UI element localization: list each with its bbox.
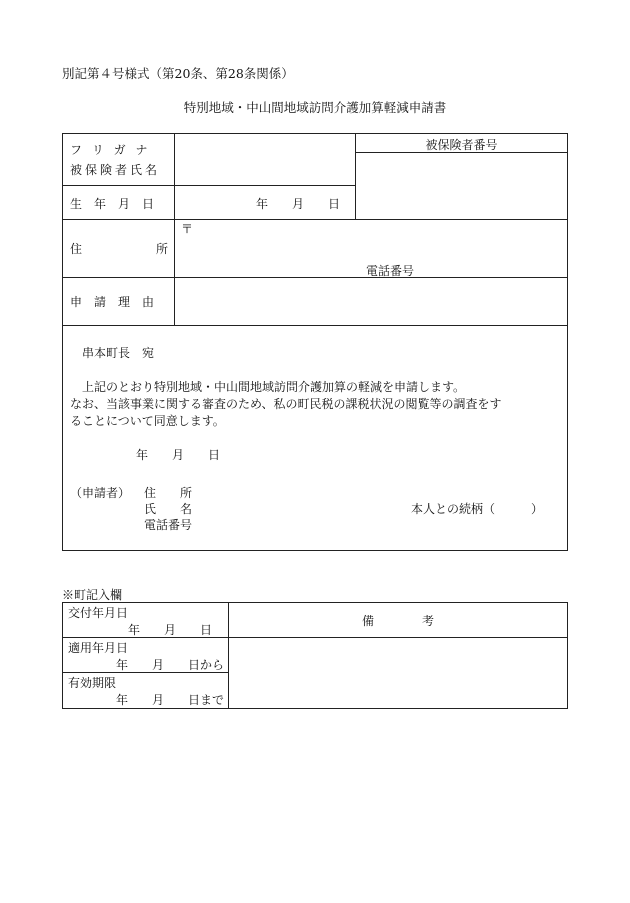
apply-date-label: 適用年月日 xyxy=(68,641,129,655)
form-title: 特別地域・中山間地域訪問介護加算軽減申請書 xyxy=(183,100,447,115)
address-label-2: 所 xyxy=(156,242,169,256)
birth-date-format: 年 月 日 xyxy=(256,197,341,211)
reason-label: 申 請 理 由 xyxy=(70,295,155,309)
statement-line-2: なお、当該事業に関する審査のため、私の町民税の課税状況の閲覧等の調査をす xyxy=(70,397,502,411)
office-use-heading: ※町記入欄 xyxy=(62,588,123,602)
relationship-label: 本人との続柄（ ） xyxy=(411,502,544,516)
applicant-prefix: （申請者） xyxy=(70,486,131,500)
applicant-address-label: 住 所 xyxy=(144,486,193,500)
applicant-phone-label: 電話番号 xyxy=(144,518,193,532)
addressee: 串本町長 宛 xyxy=(82,346,155,360)
applicant-name-label: 氏 名 xyxy=(144,502,193,516)
postal-mark: 〒 xyxy=(181,222,194,236)
birth-label: 生 年 月 日 xyxy=(70,197,155,211)
statement-line-1: 上記のとおり特別地域・中山間地域訪問介護加算の軽減を申請します。 xyxy=(82,380,466,394)
phone-label: 電話番号 xyxy=(366,264,415,278)
statement-date-format: 年 月 日 xyxy=(136,448,221,462)
statement-line-3: ることについて同意します。 xyxy=(70,414,225,428)
address-label-1: 住 xyxy=(70,242,83,256)
issue-date-label: 交付年月日 xyxy=(68,606,129,620)
issue-date-format: 年 月 日 xyxy=(128,623,213,637)
remarks-label: 備 考 xyxy=(361,614,434,628)
expiry-label: 有効期限 xyxy=(68,676,117,690)
insured-number-label: 被保険者番号 xyxy=(425,138,498,152)
name-label: 被保険者氏名 xyxy=(70,163,161,177)
furigana-label: フ リ ガ ナ xyxy=(70,143,151,157)
expiry-format: 年 月 日まで xyxy=(116,693,225,707)
apply-date-format: 年 月 日から xyxy=(116,658,225,672)
form-id: 別記第４号様式（第20条、第28条関係） xyxy=(62,66,294,81)
